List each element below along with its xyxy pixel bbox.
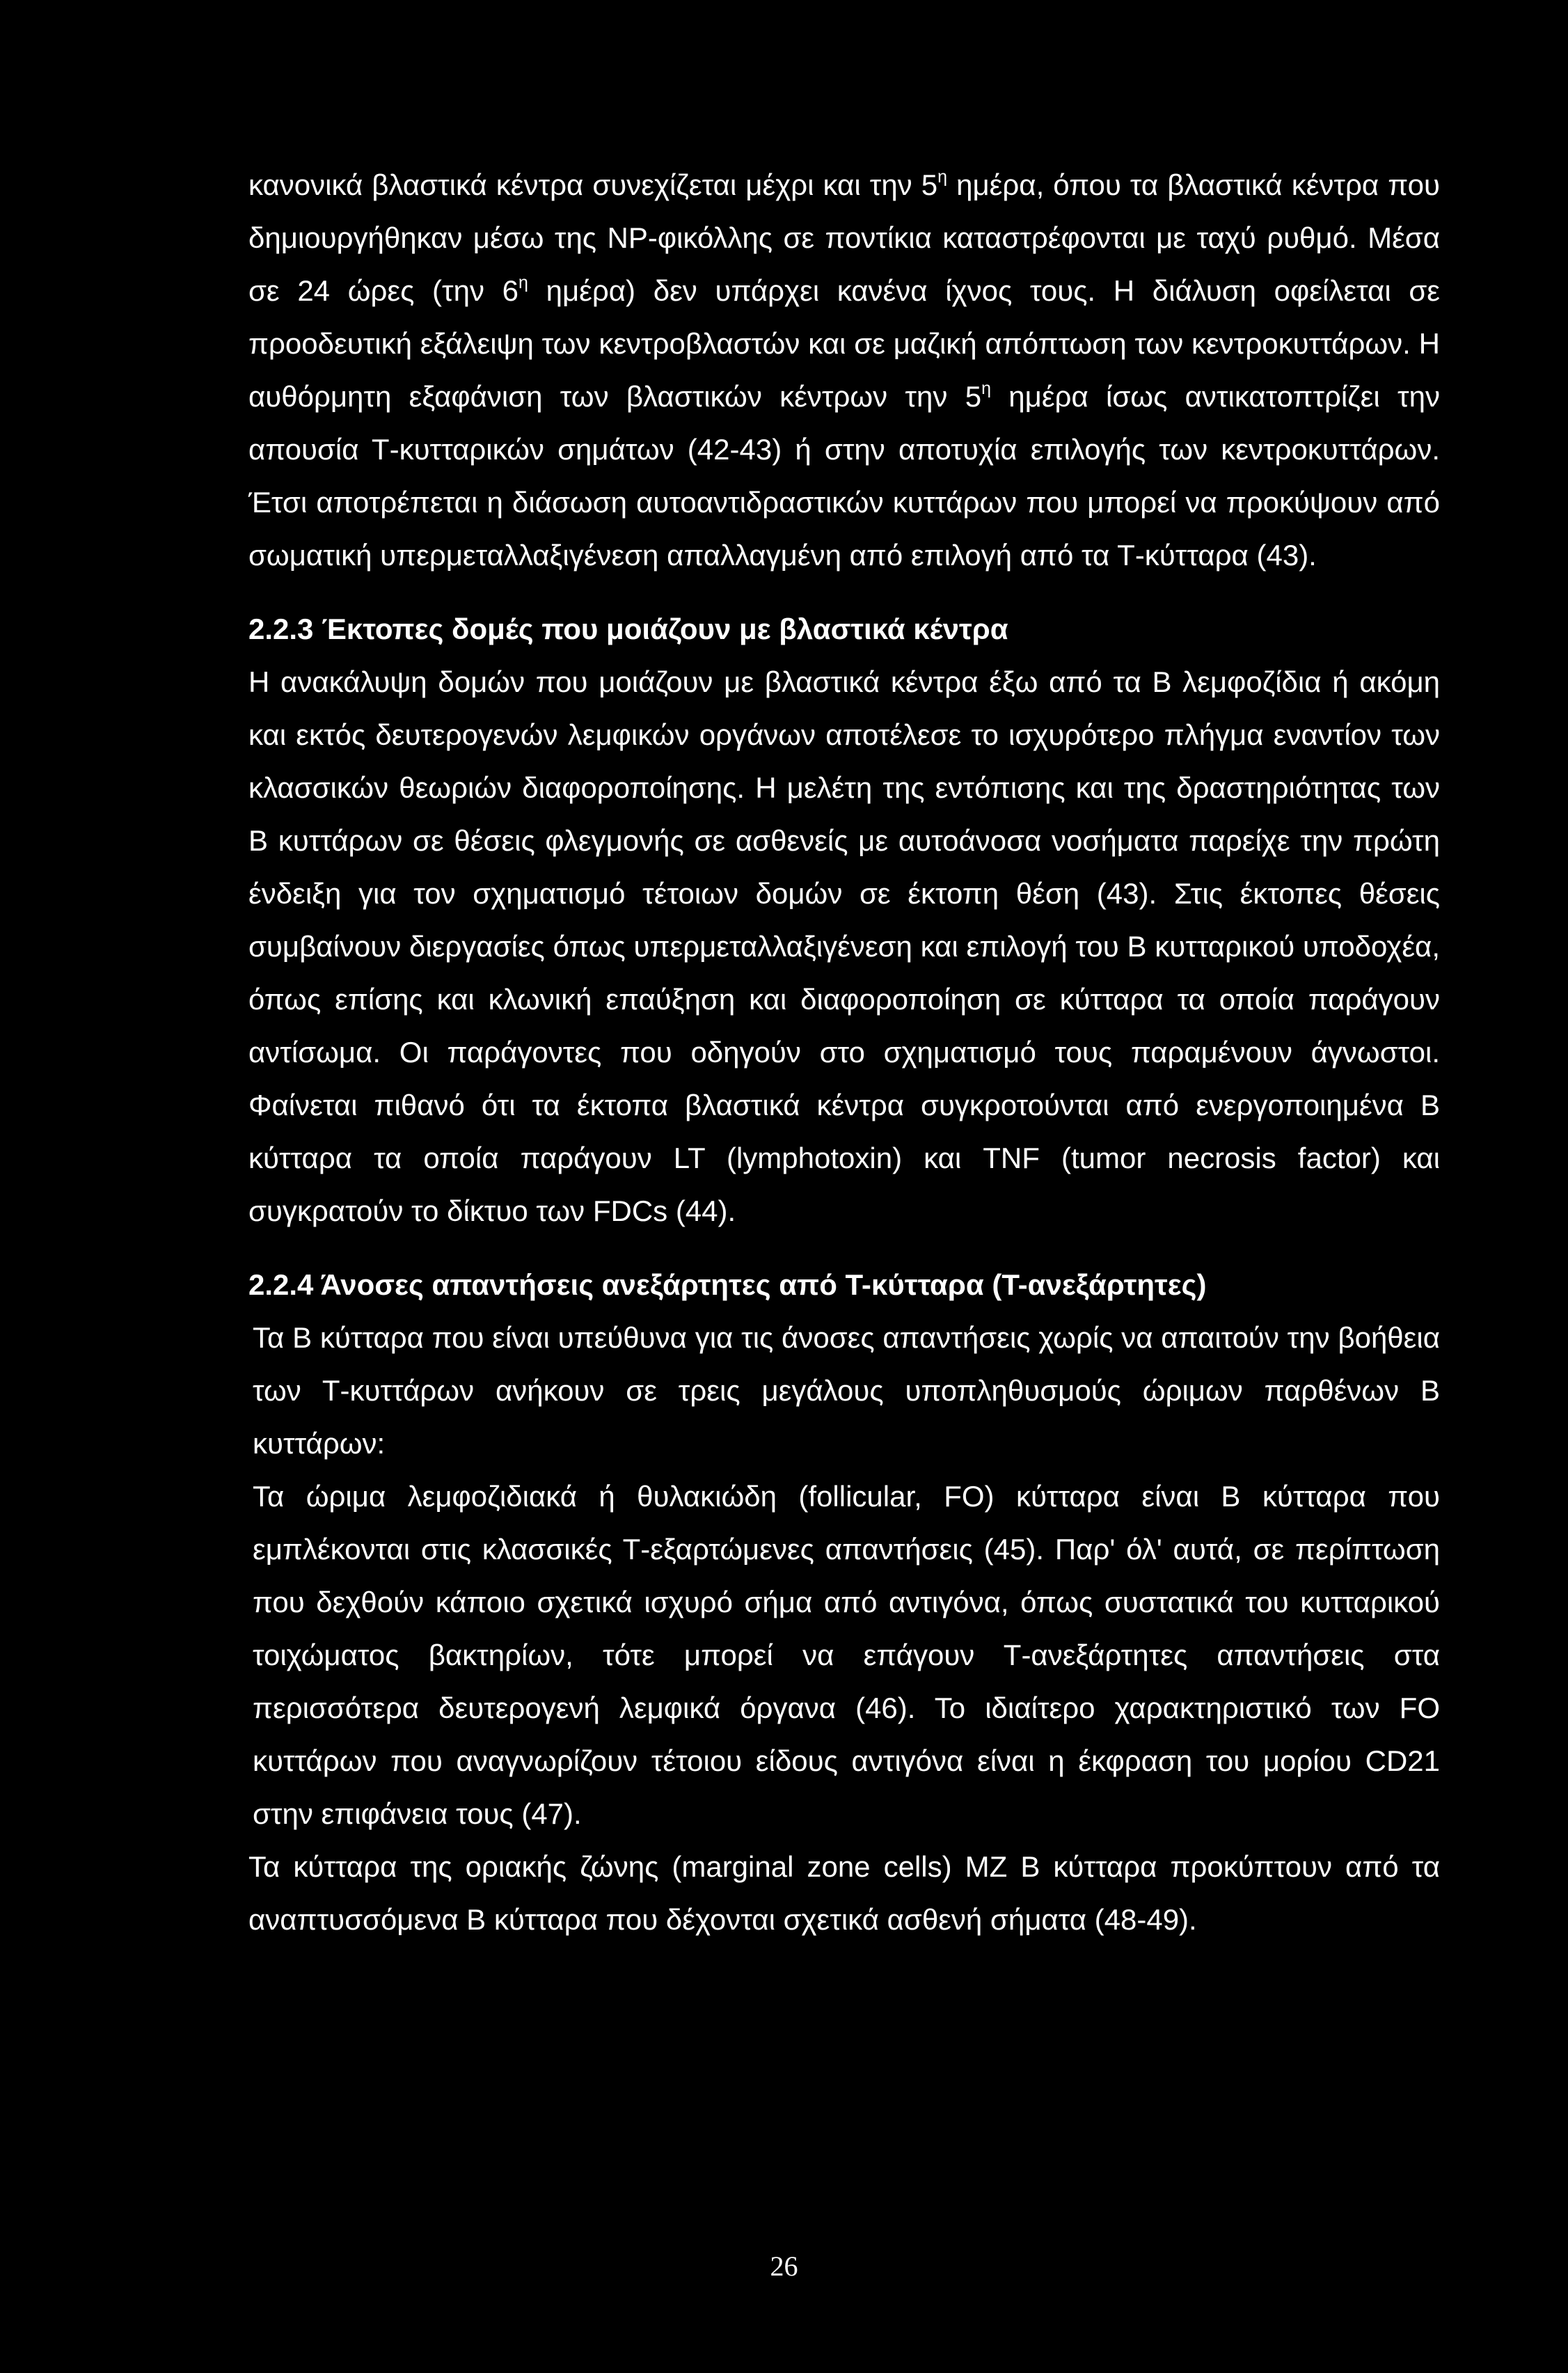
text-run: κανονικά βλαστικά κέντρα συνεχίζεται μέχρι και την 5 xyxy=(248,168,938,201)
paragraph-follicular-cells: Τα ώριμα λεμφοζιδιακά ή θυλακιώδη (follicular, FO) κύτταρα είναι Β κύτταρα που εμπλέκονται στις κλασσικές Τ-εξαρτώμενες απαντήσεις (45). Παρ' όλ' αυτά, σε περίπτωση που δεχθούν κάποιο σχετικά ισχυρό σήμα από αντιγόνα, όπως συστατικά του κυτταρικού τοιχώματος βακτηρίων, τότε μπορεί να επάγουν Τ-ανεξάρτητες απαντήσεις στα περισσότερα δευτερογενή λεμφικά όργανα (46). Το ιδιαίτερο χαρακτηριστικό των FO κυττάρων που αναγνωρίζουν τέτοιου είδους αντιγόνα είναι η έκφραση του μορίου CD21 στην επιφάνεια τους (47). xyxy=(253,1480,1440,1830)
superscript: η xyxy=(518,273,528,292)
page-number: 26 xyxy=(770,2250,798,2282)
paragraph-t-independent-intro: Τα Β κύτταρα που είναι υπεύθυνα για τις άνοσες απαντήσεις χωρίς να απαιτούν την βοήθεια των Τ-κυττάρων ανήκουν σε τρεις μεγάλους υποπληθυσμούς ώριμων παρθένων Β κυττάρων: xyxy=(253,1321,1440,1460)
superscript: η xyxy=(937,167,948,187)
section-heading-2-2-3: 2.2.3 Έκτοπες δομές που μοιάζουν με βλαστικά κέντρα xyxy=(248,613,1008,645)
document-page xyxy=(248,159,1440,1946)
text-run: ημέρα, όπου τα βλαστικά κέντρα που δημιουργήθηκαν μέσω της NP-φικόλλης σε ποντίκια καταστρέφονται με ταχύ ρυθμό. Μέσα σε 24 ώρες (την 6 xyxy=(248,168,1440,307)
paragraph-ectopic-structures: Η ανακάλυψη δομών που μοιάζουν με βλαστικά κέντρα έξω από τα Β λεμφοζίδια ή ακόμη και εκτός δευτερογενών λεμφικών οργάνων αποτέλεσε το ισχυρότερο πλήγμα εναντίον των κλασσικών θεωριών διαφοροποίησης. Η μελέτη της εντόπισης και της δραστηριότητας των Β κυττάρων σε θέσεις φλεγμονής σε ασθενείς με αυτοάνοσα νοσήματα παρείχε την πρώτη ένδειξη για τον σχηματισμό τέτοιων δομών σε έκτοπη θέση (43). Στις έκτοπες θέσεις συμβαίνουν διεργασίες όπως υπερμεταλλαξιγένεση και επιλογή του Β κυτταρικού υποδοχέα, όπως επίσης και κλωνική επαύξηση και διαφοροποίηση σε κύτταρα τα οποία παράγουν αντίσωμα. Οι παράγοντες που οδηγούν στο σχηματισμό τους παραμένουν άγνωστοι. Φαίνεται πιθανό ότι τα έκτοπα βλαστικά κέντρα συγκροτούνται από ενεργοποιημένα Β κύτταρα τα οποία παράγουν LT (lymphotoxin) και TNF (tumor necrosis factor) και συγκρατούν το δίκτυο των FDCs (44). xyxy=(248,665,1440,1227)
paragraph-marginal-zone-cells: Τα κύτταρα της οριακής ζώνης (marginal zone cells) MZ Β κύτταρα προκύπτουν από τα αναπτυσσόμενα Β κύτταρα που δέχονται σχετικά ασθενή σήματα (48-49). xyxy=(248,1850,1440,1936)
section-heading-2-2-4: 2.2.4 Άνοσες απαντήσεις ανεξάρτητες από Τ-κύτταρα (Τ-ανεξάρτητες) xyxy=(248,1268,1207,1301)
text-run: ημέρα ίσως αντικατοπτρίζει την απουσία Τ-κυτταρικών σημάτων (42-43) ή στην αποτυχία επιλογής των κεντροκυττάρων. Έτσι αποτρέπεται η διάσωση αυτοαντιδραστικών κυττάρων που μπορεί να προκύψουν από σωματική υπερμεταλλαξιγένεση απαλλαγμένη από επιλογή από τα Τ-κύτταρα (43). xyxy=(248,380,1440,571)
paragraph-germinal-center-dissolution xyxy=(248,159,1440,582)
text-run: ημέρα) δεν υπάρχει κανένα ίχνος τους. Η διάλυση οφείλεται σε προοδευτική εξάλειψη των κεντροβλαστών και σε μαζική απόπτωση των κεντροκυττάρων. Η αυθόρμητη εξαφάνιση των βλαστικών κέντρων την 5 xyxy=(248,274,1440,413)
superscript: η xyxy=(981,379,991,398)
